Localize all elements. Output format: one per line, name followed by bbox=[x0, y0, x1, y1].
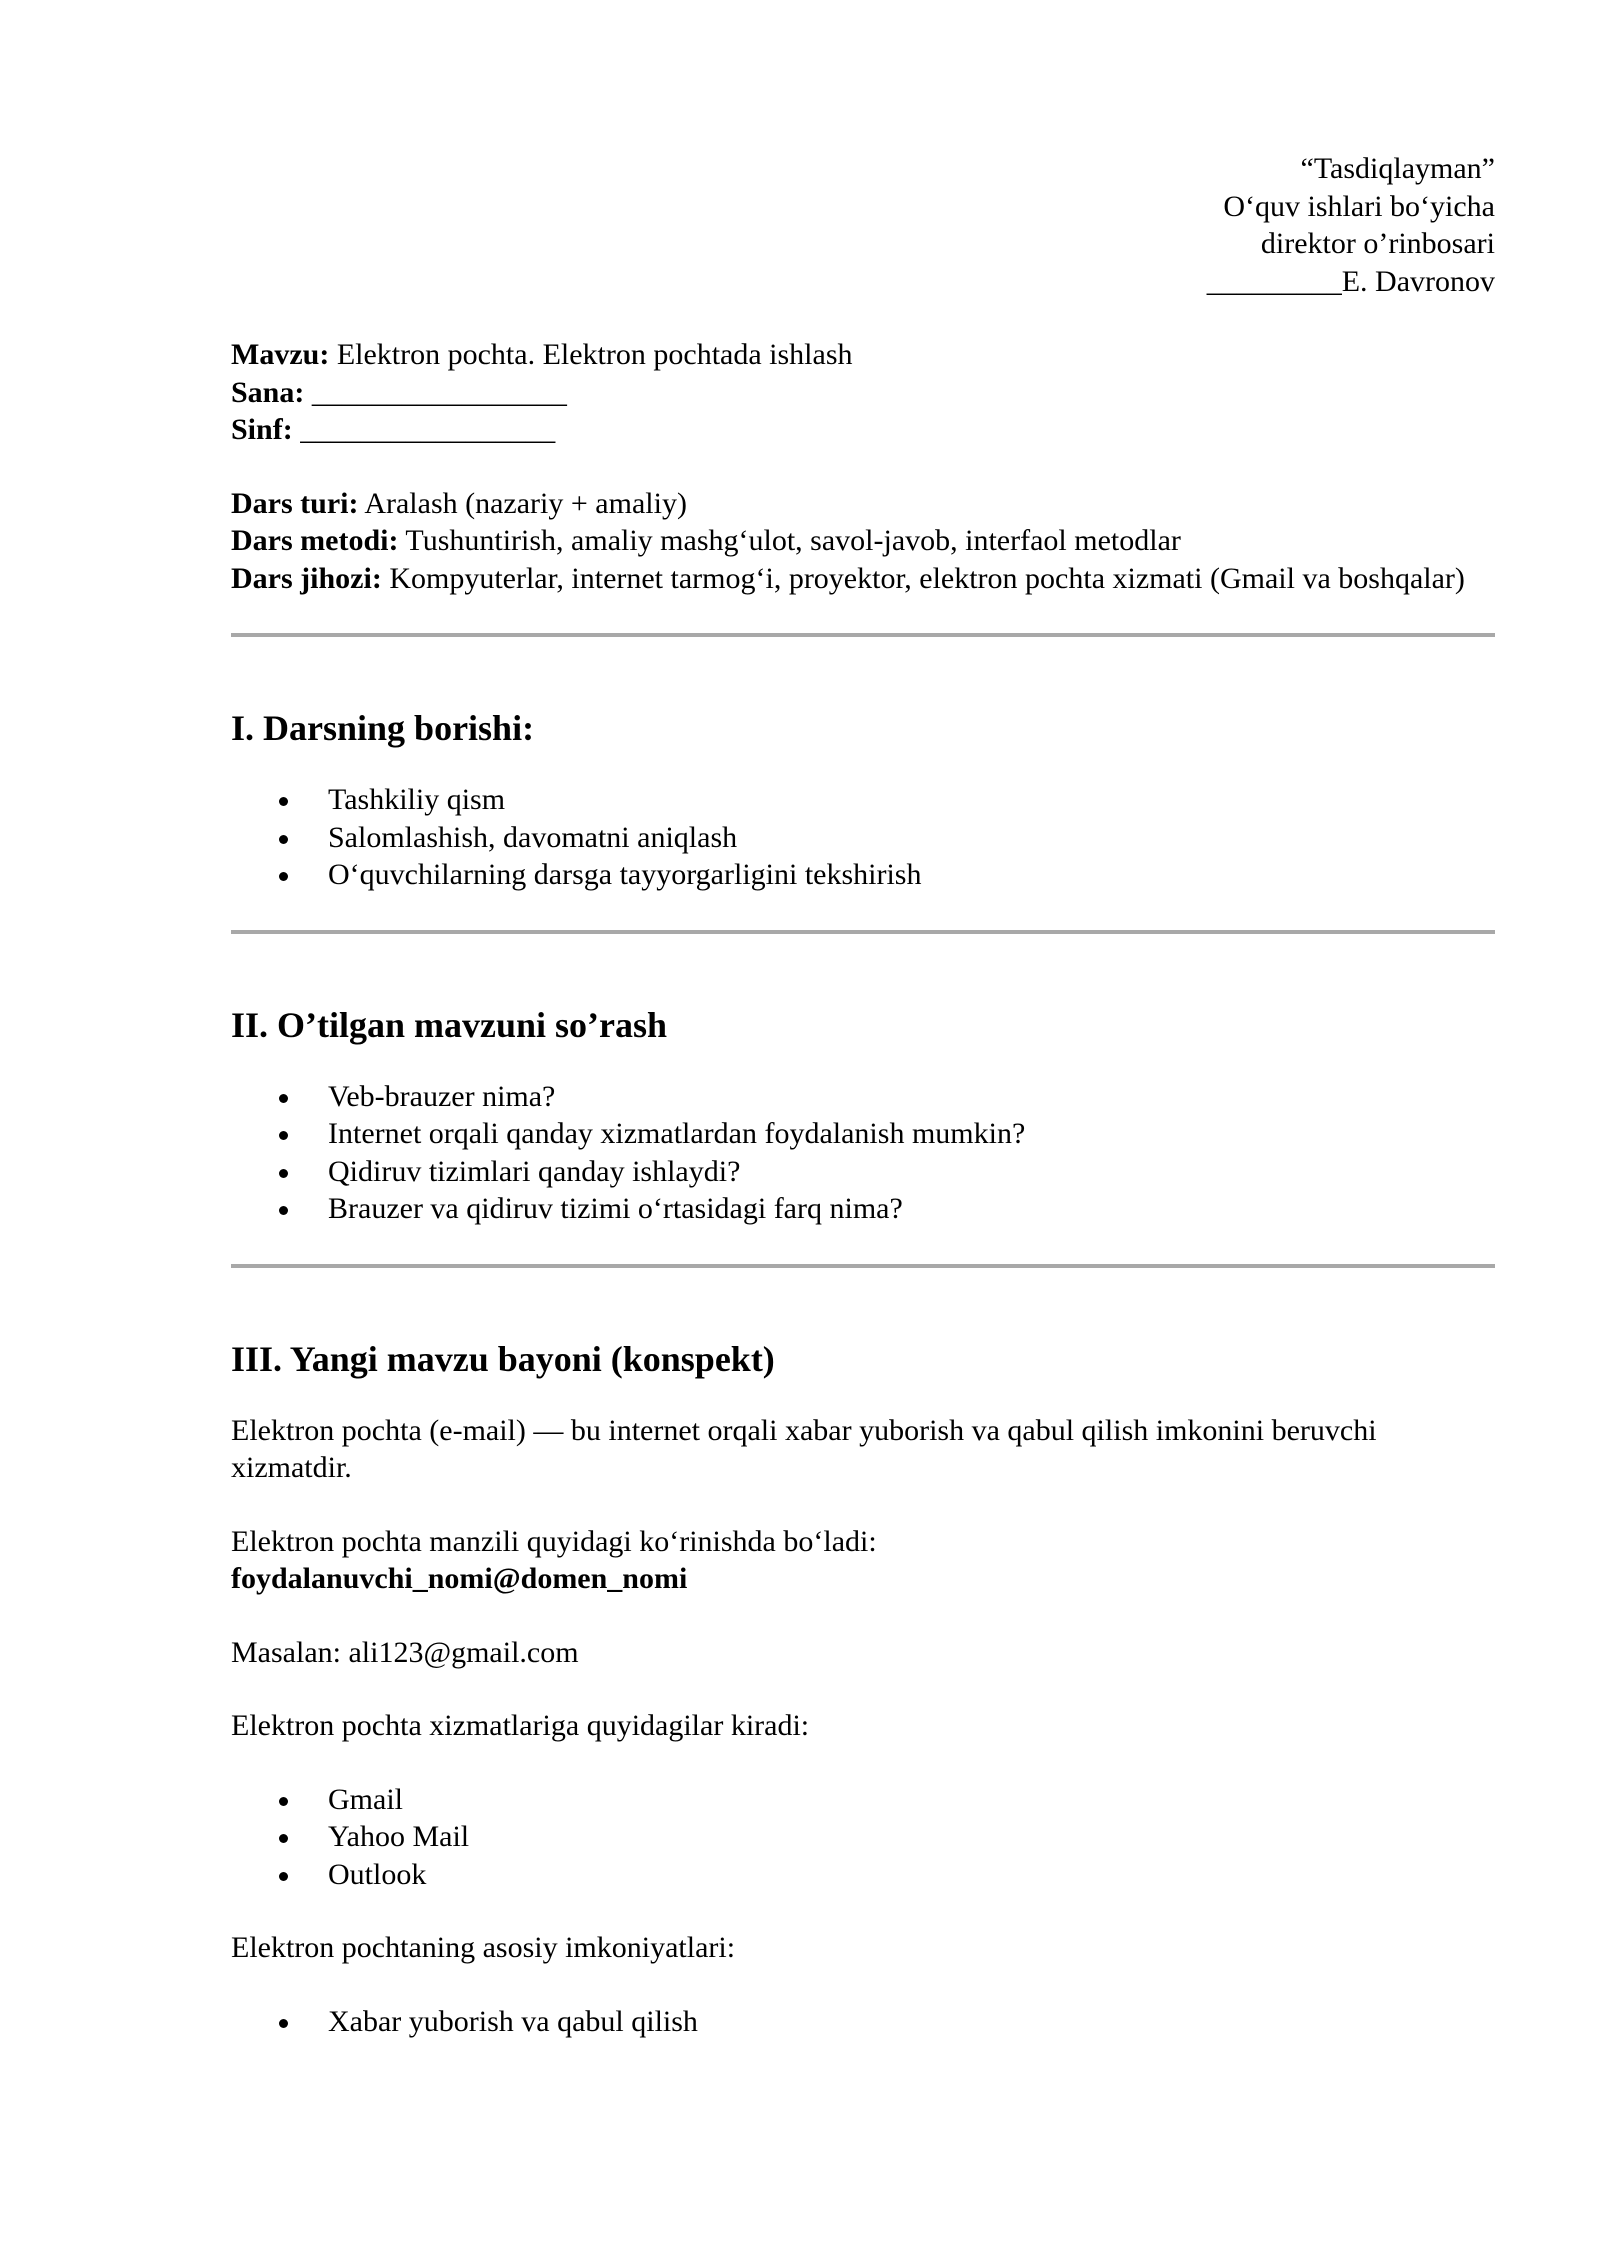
lesson-method-label: Dars metodi: bbox=[231, 524, 399, 557]
address-intro: Elektron pochta manzili quyidagi ko‘rinishda bo‘ladi: bbox=[231, 1524, 877, 1558]
list-item bbox=[231, 1818, 1495, 1856]
document-page bbox=[231, 150, 1495, 2040]
list-item-text: Qidiruv tizimlari qanday ishlaydi? bbox=[328, 1154, 741, 1188]
topic-line bbox=[231, 336, 1495, 374]
list-item-text: Veb-brauzer nima? bbox=[328, 1079, 556, 1113]
signature-blank: _________ bbox=[1206, 264, 1342, 298]
signer-name: E. Davronov bbox=[1341, 264, 1495, 298]
bullet-icon bbox=[279, 1834, 288, 1843]
lesson-info bbox=[231, 485, 1495, 598]
definition-paragraph: Elektron pochta (e-mail) — bu internet orqali xabar yuborish va qabul qilish imkonini beruvchi xizmatdir. bbox=[231, 1413, 1377, 1484]
section-3-heading: III. Yangi mavzu bayoni (konspekt) bbox=[231, 1338, 775, 1379]
topic-label: Mavzu: bbox=[231, 338, 330, 371]
class-line bbox=[231, 411, 1495, 449]
lesson-method-line bbox=[231, 522, 1495, 560]
approval-position-line1: O‘quv ishlari bo‘yicha bbox=[1223, 189, 1495, 223]
list-item bbox=[231, 1115, 1495, 1153]
list-item-text: Tashkiliy qism bbox=[328, 783, 506, 816]
approval-block bbox=[231, 150, 1495, 300]
list-item bbox=[231, 781, 1495, 819]
list-item bbox=[231, 1153, 1495, 1191]
horizontal-rule bbox=[231, 633, 1495, 637]
lesson-equipment-label: Dars jihozi: bbox=[231, 561, 382, 595]
list-item-text: Outlook bbox=[328, 1857, 427, 1891]
example-paragraph: Masalan: ali123@gmail.com bbox=[231, 1635, 579, 1669]
bullet-icon bbox=[279, 1131, 288, 1140]
list-item bbox=[231, 1078, 1495, 1116]
lesson-meta bbox=[231, 336, 1495, 449]
bullet-icon bbox=[279, 1169, 288, 1178]
bullet-icon bbox=[279, 1797, 288, 1806]
address-paragraph bbox=[231, 1523, 1495, 1598]
section-2-list bbox=[231, 1078, 1495, 1228]
bullet-icon bbox=[279, 1872, 288, 1881]
list-item bbox=[231, 1781, 1495, 1819]
lesson-equipment-value: Kompyuterlar, internet tarmog‘i, proyektor, elektron pochta xizmati (Gmail va boshqalar) bbox=[381, 561, 1465, 595]
bullet-icon bbox=[279, 835, 288, 844]
list-item-text: Xabar yuborish va qabul qilish bbox=[328, 2004, 698, 2038]
class-value: _________________ bbox=[292, 413, 556, 446]
address-format: foydalanuvchi_nomi@domen_nomi bbox=[231, 1562, 688, 1595]
section-1-list bbox=[231, 781, 1495, 894]
lesson-type-line bbox=[231, 485, 1495, 523]
class-label: Sinf: bbox=[231, 413, 293, 446]
bullet-icon bbox=[279, 2019, 288, 2028]
list-item-text: Gmail bbox=[328, 1782, 403, 1816]
list-item-text: Salomlashish, davomatni aniqlash bbox=[328, 820, 738, 854]
topic-value: Elektron pochta. Elektron pochtada ishlash bbox=[329, 338, 853, 371]
list-item-text: Yahoo Mail bbox=[328, 1820, 470, 1853]
list-item-text: Internet orqali qanday xizmatlardan foydalanish mumkin? bbox=[328, 1117, 1026, 1150]
list-item-text: O‘quvchilarning darsga tayyorgarligini tekshirish bbox=[328, 858, 922, 891]
bullet-icon bbox=[279, 872, 288, 881]
lesson-method-value: Tushuntirish, amaliy mashg‘ulot, savol-javob, interfaol metodlar bbox=[398, 524, 1181, 557]
features-list bbox=[231, 2003, 1495, 2041]
section-1-heading: I. Darsning borishi: bbox=[231, 708, 535, 748]
lesson-equipment-line bbox=[231, 560, 1495, 598]
features-intro: Elektron pochtaning asosiy imkoniyatlari: bbox=[231, 1931, 736, 1964]
bullet-icon bbox=[279, 797, 288, 806]
section-2-heading: II. O’tilgan mavzuni so’rash bbox=[231, 1004, 668, 1045]
list-item bbox=[231, 856, 1495, 894]
list-item bbox=[231, 819, 1495, 857]
approval-signature-line bbox=[231, 263, 1495, 301]
date-value: _________________ bbox=[304, 375, 567, 409]
services-intro: Elektron pochta xizmatlariga quyidagilar kiradi: bbox=[231, 1709, 810, 1742]
list-item-text: Brauzer va qidiruv tizimi o‘rtasidagi farq nima? bbox=[328, 1192, 903, 1225]
date-line bbox=[231, 374, 1495, 412]
list-item bbox=[231, 1190, 1495, 1228]
approval-title: “Tasdiqlayman” bbox=[1300, 152, 1495, 185]
approval-position-line2: direktor o’rinbosari bbox=[1260, 227, 1495, 260]
horizontal-rule bbox=[231, 930, 1495, 934]
bullet-icon bbox=[279, 1206, 288, 1215]
date-label: Sana: bbox=[231, 375, 305, 409]
horizontal-rule bbox=[231, 1264, 1495, 1268]
list-item bbox=[231, 1856, 1495, 1894]
lesson-type-label: Dars turi: bbox=[231, 486, 359, 520]
lesson-type-value: Aralash (nazariy + amaliy) bbox=[358, 486, 687, 520]
bullet-icon bbox=[279, 1094, 288, 1103]
services-list bbox=[231, 1781, 1495, 1894]
list-item bbox=[231, 2003, 1495, 2041]
